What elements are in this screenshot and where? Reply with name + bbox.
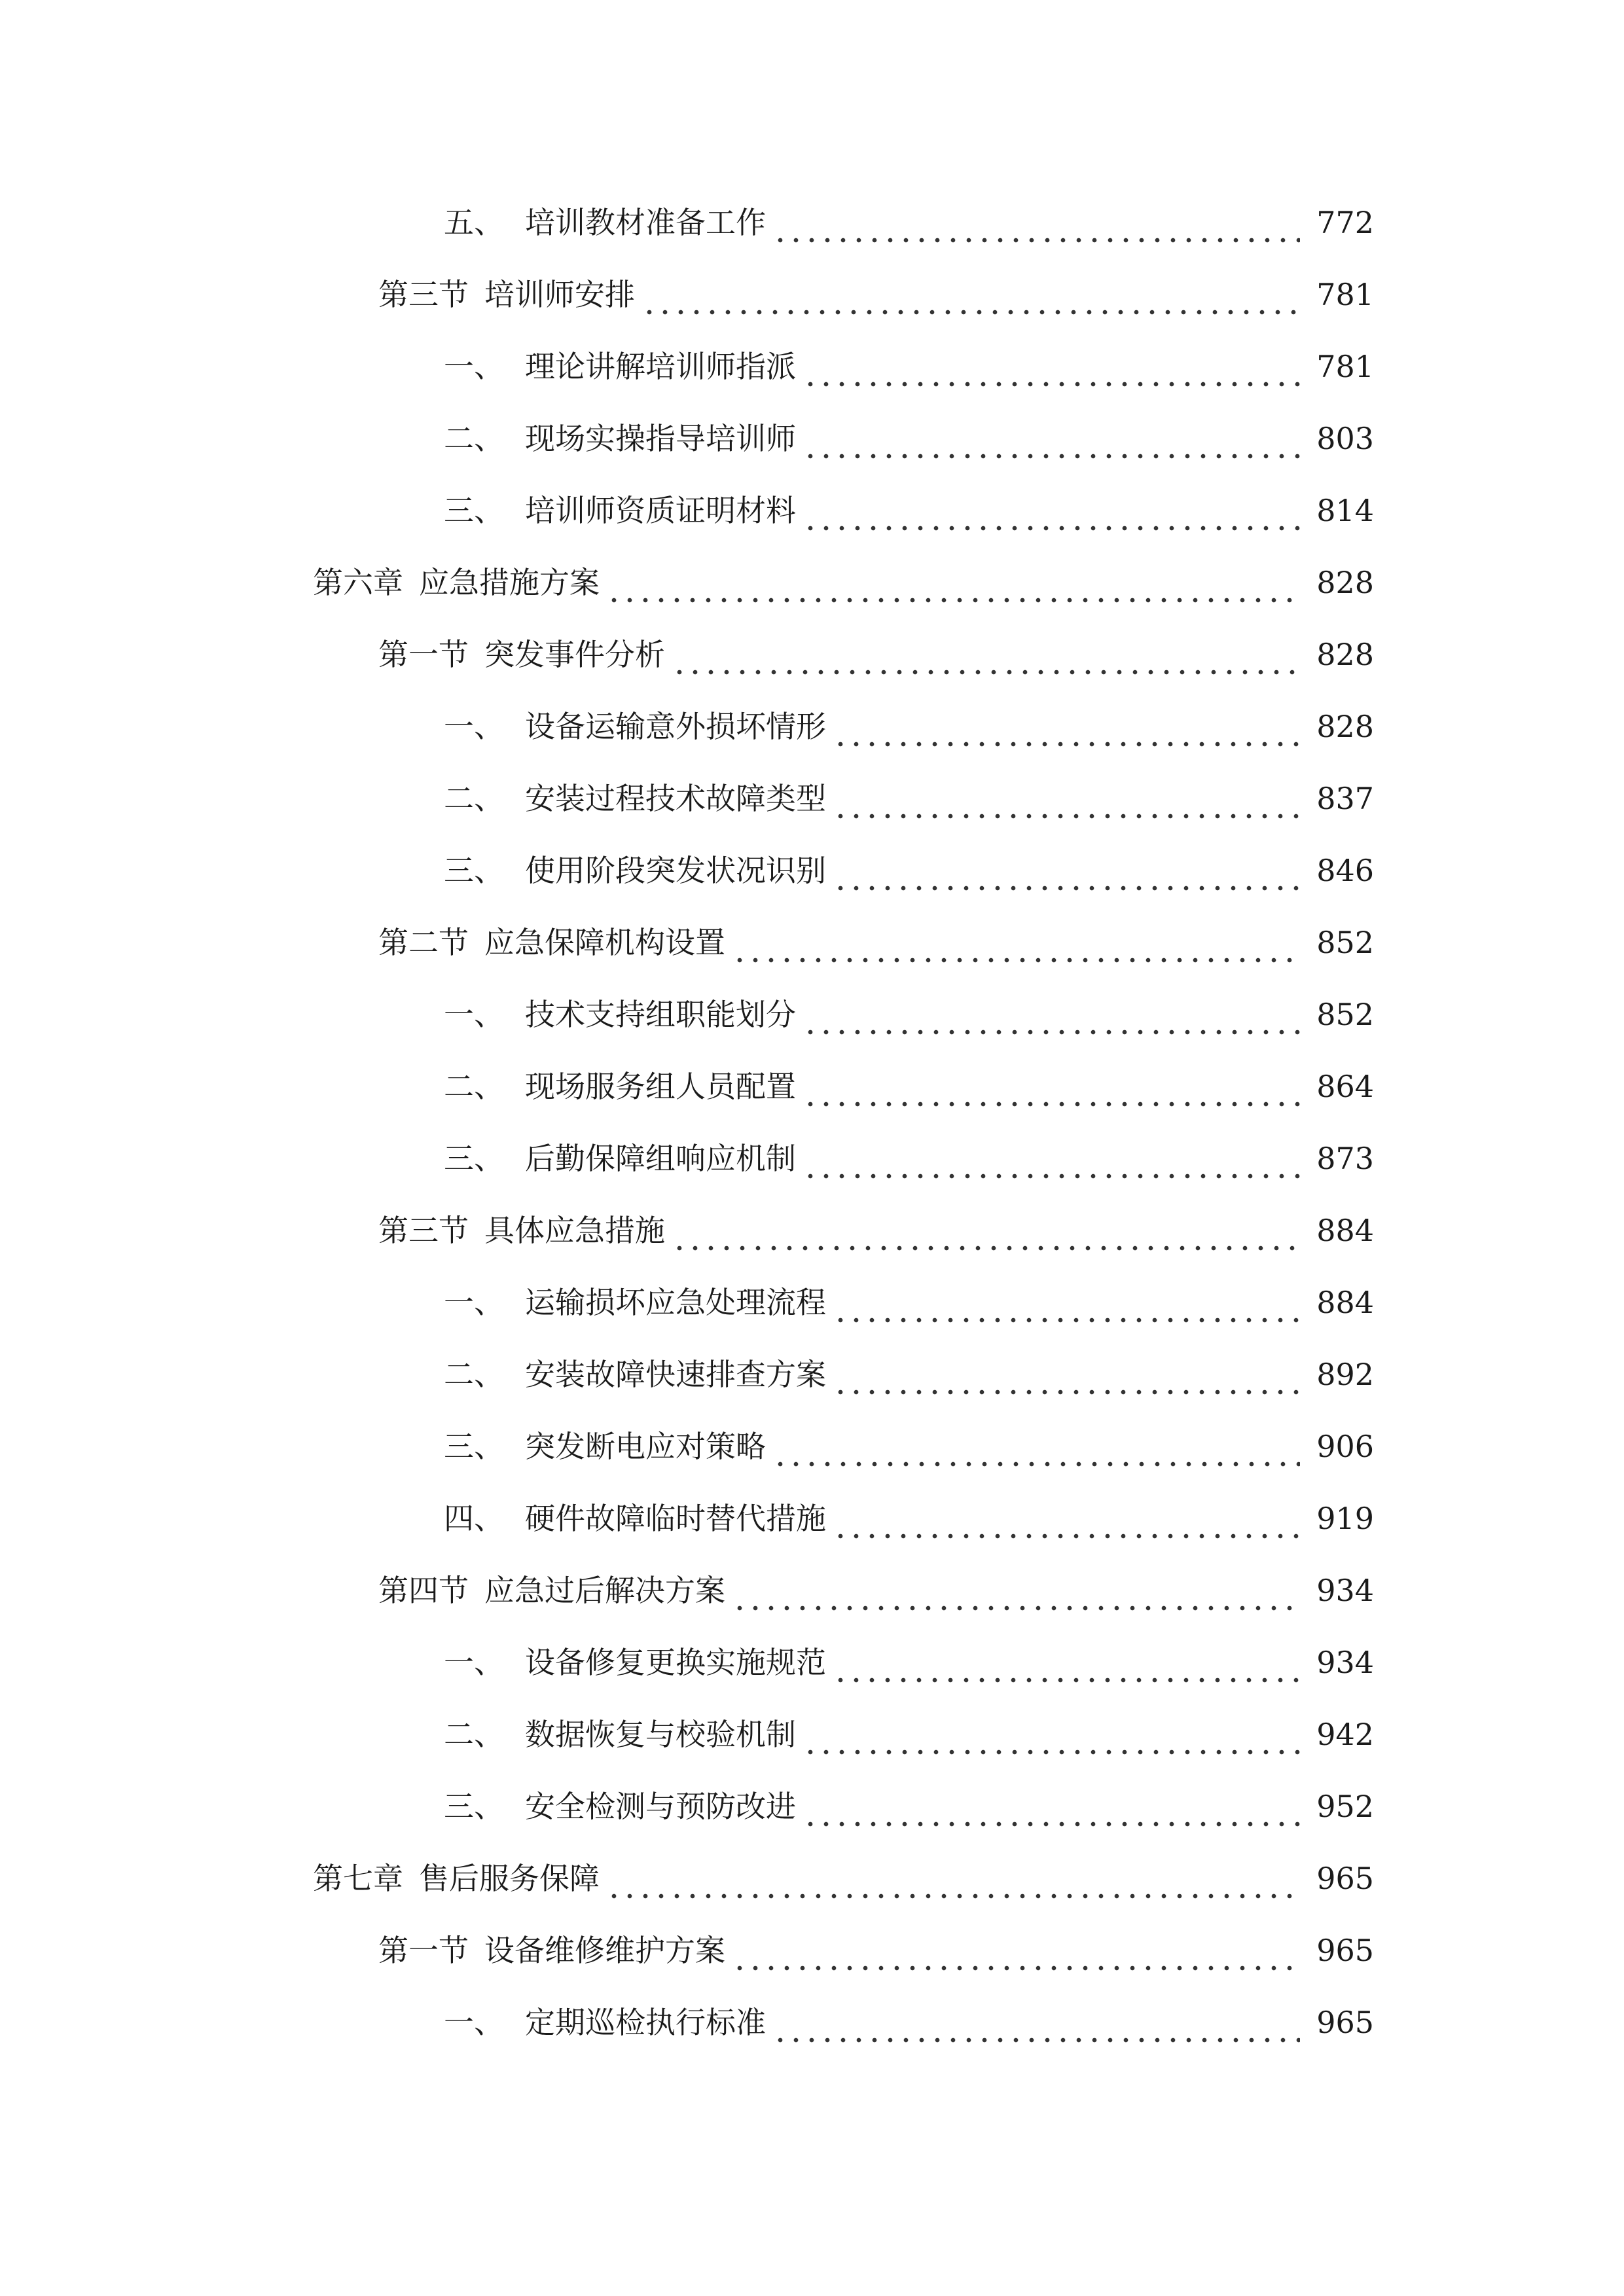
toc-entry-heading [313,1861,606,1896]
dot-leader [803,430,1300,460]
dot-leader [833,1294,1300,1324]
toc-entry[interactable] [0,1122,1624,1194]
toc-entry-page-number: 852 [1316,925,1374,960]
toc-entry-title: 现场服务组人员配置 [525,1069,796,1104]
toc-entry-heading [444,1359,833,1390]
toc-entry-page-number: 846 [1316,853,1374,888]
toc-entry-title: 培训教材准备工作 [525,205,766,240]
toc-entry-page-number: 934 [1316,1645,1374,1680]
toc-entry-heading [444,783,833,814]
dot-leader [803,1006,1300,1036]
toc-entry-number: 第六章 [313,565,403,600]
toc-entry-heading [444,855,833,886]
toc-entry-page-number: 965 [1316,1861,1374,1896]
toc-entry[interactable] [0,1338,1624,1410]
toc-entry-number: 二、 [444,1069,504,1104]
dot-leader [772,1438,1300,1468]
toc-entry-number: 二、 [444,781,504,816]
toc-entry-heading [444,711,833,742]
toc-entry[interactable] [0,691,1624,762]
toc-entry-title: 应急过后解决方案 [484,1573,725,1608]
toc-entry-title: 设备修复更换实施规范 [525,1645,826,1680]
dot-leader [803,358,1300,388]
dot-leader [732,934,1300,964]
dot-leader [803,502,1300,532]
toc-entry-number: 一、 [444,1285,504,1320]
toc-entry-heading [444,1645,833,1680]
toc-entry-title: 安装故障快速排查方案 [525,1357,826,1392]
toc-entry[interactable] [0,1194,1624,1266]
toc-entry-heading [444,1503,833,1534]
toc-entry-heading [313,567,606,598]
toc-entry-number: 三、 [444,853,504,888]
toc-entry[interactable] [0,1698,1624,1770]
toc-entry-number: 第三节 [378,1213,469,1248]
dot-leader [803,1150,1300,1180]
toc-entry-title: 后勤保障组响应机制 [525,1141,796,1176]
toc-entry[interactable] [0,1986,1624,2058]
toc-entry[interactable] [0,403,1624,475]
toc-entry-number: 第三节 [378,277,469,312]
dot-leader [833,862,1300,892]
toc-entry-page-number: 919 [1316,1501,1374,1536]
toc-entry-title: 培训师安排 [484,277,635,312]
toc-entry-title: 安全检测与预防改进 [525,1789,796,1824]
toc-entry-heading [444,1287,833,1318]
toc-entry-heading [444,1143,803,1174]
toc-entry-page-number: 965 [1316,2005,1374,2040]
toc-entry-title: 运输损坏应急处理流程 [525,1285,826,1320]
toc-entry[interactable] [0,1482,1624,1554]
dot-leader [606,1870,1300,1900]
toc-entry-number: 一、 [444,1645,504,1680]
toc-entry-number: 第四节 [378,1573,469,1608]
toc-entry-title: 培训师资质证明材料 [525,493,796,528]
dot-leader [772,214,1300,244]
toc-entry-title: 应急措施方案 [419,565,600,600]
toc-entry[interactable] [0,1266,1624,1338]
toc-entry[interactable] [0,906,1624,978]
toc-entry-number: 五、 [444,205,504,240]
dot-leader [606,574,1300,604]
toc-entry-page-number: 781 [1316,349,1374,384]
toc-entry-page-number: 852 [1316,997,1374,1032]
toc-entry[interactable] [0,1050,1624,1122]
toc-entry-number: 第一节 [378,637,469,672]
toc-entry-page-number: 965 [1316,1933,1374,1968]
toc-entry[interactable] [0,259,1624,331]
toc-entry[interactable] [0,1914,1624,1986]
toc-entry-number: 一、 [444,2005,504,2040]
toc-entry-number: 二、 [444,1717,504,1752]
toc-entry-heading [444,1789,803,1824]
toc-entry-heading [378,927,732,958]
toc-entry-number: 一、 [444,349,504,384]
toc-entry-heading [378,1573,732,1608]
toc-entry-page-number: 952 [1316,1789,1374,1824]
toc-entry-number: 第一节 [378,1933,469,1968]
toc-entry-number: 第七章 [313,1861,403,1896]
toc-entry-number: 一、 [444,997,504,1032]
toc-entry-page-number: 803 [1316,421,1374,456]
dot-leader [803,1726,1300,1756]
dot-leader [833,1654,1300,1684]
toc-entry-title: 定期巡检执行标准 [525,2005,766,2040]
toc-entry[interactable] [0,1842,1624,1914]
toc-entry-title: 数据恢复与校验机制 [525,1717,796,1752]
dot-leader [641,286,1300,316]
dot-leader [672,1222,1300,1252]
dot-leader [833,1510,1300,1540]
toc-entry-title: 突发断电应对策略 [525,1429,766,1464]
toc-entry-number: 三、 [444,1429,504,1464]
toc-entry[interactable] [0,1554,1624,1626]
dot-leader [732,1942,1300,1972]
toc-entry-title: 技术支持组职能划分 [525,997,796,1032]
toc-entry-title: 具体应急措施 [484,1213,665,1248]
toc-entry[interactable] [0,187,1624,259]
toc-entry-number: 第二节 [378,925,469,960]
dot-leader [672,646,1300,676]
toc-entry-page-number: 828 [1316,637,1374,672]
toc-entry-title: 硬件故障临时替代措施 [525,1501,826,1536]
toc-entry-title: 应急保障机构设置 [484,925,725,960]
toc-entry-number: 三、 [444,1789,504,1824]
dot-leader [772,2014,1300,2044]
toc-entry-heading [444,207,772,238]
toc-entry-number: 三、 [444,1141,504,1176]
toc-entry[interactable] [0,1770,1624,1842]
toc-entry-title: 理论讲解培训师指派 [525,349,796,384]
toc-entry-page-number: 942 [1316,1717,1374,1752]
toc-entry-page-number: 781 [1316,277,1374,312]
toc-entry-page-number: 906 [1316,1429,1374,1464]
dot-leader [803,1078,1300,1108]
toc-entry[interactable] [0,619,1624,691]
toc-entry-number: 一、 [444,709,504,744]
toc-entry-page-number: 892 [1316,1357,1374,1392]
toc-entry-heading [378,639,672,670]
toc-entry[interactable] [0,1626,1624,1698]
toc-entry-page-number: 884 [1316,1285,1374,1320]
toc-entry-number: 二、 [444,421,504,456]
dot-leader [803,1798,1300,1828]
toc-entry-number: 四、 [444,1501,504,1536]
toc-entry-heading [378,279,641,310]
toc-entry-heading [444,1717,803,1752]
toc-entry[interactable] [0,1410,1624,1482]
toc-entry[interactable] [0,331,1624,403]
dot-leader [732,1582,1300,1612]
toc-entry-page-number: 828 [1316,709,1374,744]
toc-entry-page-number: 873 [1316,1141,1374,1176]
toc-entry-title: 售后服务保障 [419,1861,600,1896]
toc-entry-heading [378,1933,732,1968]
toc-entry-title: 设备运输意外损坏情形 [525,709,826,744]
dot-leader [833,718,1300,748]
toc-entry[interactable] [0,978,1624,1050]
toc-entry-number: 三、 [444,493,504,528]
dot-leader [833,790,1300,820]
dot-leader [833,1366,1300,1396]
toc-entry-heading [444,423,803,454]
toc-entry[interactable] [0,475,1624,547]
toc-entry[interactable] [0,762,1624,834]
toc-entry-heading [378,1215,672,1246]
toc-entry-heading [444,1431,772,1462]
toc-entry[interactable] [0,834,1624,906]
toc-entry-title: 使用阶段突发状况识别 [525,853,826,888]
toc-entry-heading [444,1071,803,1102]
toc-entry[interactable] [0,547,1624,619]
toc-entry-heading [444,999,803,1030]
table-of-contents [0,187,1624,2058]
toc-entry-page-number: 828 [1316,565,1374,600]
toc-entry-title: 现场实操指导培训师 [525,421,796,456]
toc-entry-page-number: 772 [1316,205,1374,240]
toc-entry-title: 设备维修维护方案 [484,1933,725,1968]
toc-entry-heading [444,351,803,382]
toc-entry-page-number: 814 [1316,493,1374,528]
toc-entry-page-number: 934 [1316,1573,1374,1608]
toc-entry-number: 二、 [444,1357,504,1392]
toc-entry-title: 突发事件分析 [484,637,665,672]
toc-entry-heading [444,495,803,526]
toc-entry-page-number: 864 [1316,1069,1374,1104]
toc-entry-page-number: 884 [1316,1213,1374,1248]
toc-entry-page-number: 837 [1316,781,1374,816]
toc-entry-title: 安装过程技术故障类型 [525,781,826,816]
toc-entry-heading [444,2005,772,2040]
